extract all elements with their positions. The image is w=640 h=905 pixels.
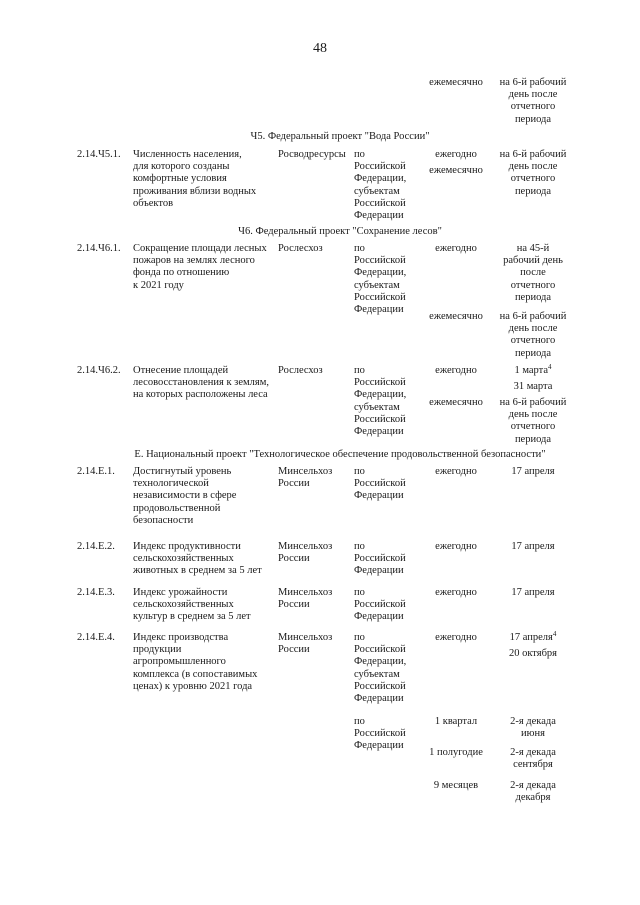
indicator-code: 2.14.Е.1.: [77, 466, 115, 477]
frequency-cell: ежегодно: [435, 243, 477, 254]
deadline-cell: 17 апреля$^4$ 20 октября: [508, 630, 558, 660]
data-level: по Российской Федерации, субъектам Российской Федерации: [354, 149, 407, 222]
frequency-cell: ежегодно: [435, 365, 477, 376]
data-level: по Российской Федерации: [354, 716, 406, 752]
frequency-cell: ежегодно: [435, 466, 477, 477]
frequency-cell: 9 месяцев: [433, 780, 479, 791]
deadline-cell: 17 апреля: [511, 587, 555, 598]
responsible-agency: Минсельхоз России: [278, 632, 333, 656]
deadline-cell: на 6-й рабочий день после отчетного периода: [499, 311, 567, 359]
indicator-name: Достигнутый уровень технологической независимости в сфере продовольственной безопасности: [133, 466, 237, 526]
data-level: по Российской Федерации, субъектам Российской Федерации: [354, 243, 407, 316]
deadline-cell: на 6-й рабочий день после отчетного периода: [499, 149, 567, 197]
responsible-agency: Минсельхоз России: [278, 587, 333, 611]
indicator-code: 2.14.Е.2.: [77, 541, 115, 552]
deadline-cell: 17 апреля: [511, 541, 555, 552]
indicator-code: 2.14.Ч5.1.: [77, 149, 121, 160]
responsible-agency: Минсельхоз России: [278, 541, 333, 565]
section-heading-ch6: Ч6. Федеральный проект "Сохранение лесов": [238, 226, 442, 237]
page-number: 48: [313, 41, 327, 56]
deadline-cell: 17 апреля: [511, 466, 555, 477]
deadline-cell: 2-я декада июня: [510, 716, 556, 740]
section-heading-e: Е. Национальный проект "Технологическое обеспечение продовольственной безопасности": [134, 449, 546, 460]
responsible-agency: Рослесхоз: [278, 243, 323, 254]
deadline-cell: 2-я декада декабря: [510, 780, 556, 804]
frequency-cell: ежегодно: [435, 632, 477, 643]
deadline-cell: 1 марта$^4$ 31 марта: [513, 363, 553, 393]
deadline-cell: на 6-й рабочий день после отчетного периода: [499, 397, 567, 445]
frequency-cell: ежегодно ежемесячно: [429, 149, 483, 177]
indicator-name: Индекс производства продукции агропромышленного комплекса (в сопоставимых ценах) к уровню 2021 года: [133, 632, 258, 692]
responsible-agency: Минсельхоз России: [278, 466, 333, 490]
data-level: по Российской Федерации: [354, 541, 406, 577]
frequency-cell: ежегодно: [435, 541, 477, 552]
frequency-cell: ежегодно: [435, 587, 477, 598]
section-heading-ch5: Ч5. Федеральный проект "Вода России": [250, 131, 430, 142]
deadline-cell: на 6-й рабочий день после отчетного периода: [499, 77, 567, 125]
data-level: по Российской Федерации: [354, 466, 406, 502]
frequency-cell: 1 квартал: [434, 716, 478, 727]
indicator-name: Сокращение площади лесных пожаров на землях лесного фонда по отношению к 2021 году: [133, 243, 267, 291]
responsible-agency: Росводресурсы: [278, 149, 346, 160]
data-level: по Российской Федерации: [354, 587, 406, 623]
frequency-cell: 1 полугодие: [429, 747, 483, 758]
frequency-cell: ежемесячно: [429, 77, 483, 88]
indicator-code: 2.14.Е.3.: [77, 587, 115, 598]
indicator-code: 2.14.Ч6.1.: [77, 243, 121, 254]
frequency-cell: ежемесячно: [429, 397, 483, 408]
indicator-name: Индекс продуктивности сельскохозяйственных животных в среднем за 5 лет: [133, 541, 262, 577]
indicator-code: 2.14.Е.4.: [77, 632, 115, 643]
data-level: по Российской Федерации, субъектам Российской Федерации: [354, 632, 407, 705]
footnote-marker: 4: [552, 630, 557, 638]
indicator-name: Отнесение площадей лесовосстановления к землям, на которых расположены леса: [133, 365, 269, 401]
responsible-agency: Рослесхоз: [278, 365, 323, 376]
indicator-name: Индекс урожайности сельскохозяйственных культур в среднем за 5 лет: [133, 587, 251, 623]
indicator-name: Численность населения, для которого созданы комфортные условия проживания вблизи водных объектов: [133, 149, 257, 209]
frequency-cell: ежемесячно: [429, 311, 483, 322]
indicator-code: 2.14.Ч6.2.: [77, 365, 121, 376]
deadline-cell: 2-я декада сентября: [510, 747, 556, 771]
deadline-cell: на 45-й рабочий день после отчетного периода: [503, 243, 563, 303]
data-level: по Российской Федерации, субъектам Российской Федерации: [354, 365, 407, 438]
footnote-marker: 4: [548, 363, 552, 371]
